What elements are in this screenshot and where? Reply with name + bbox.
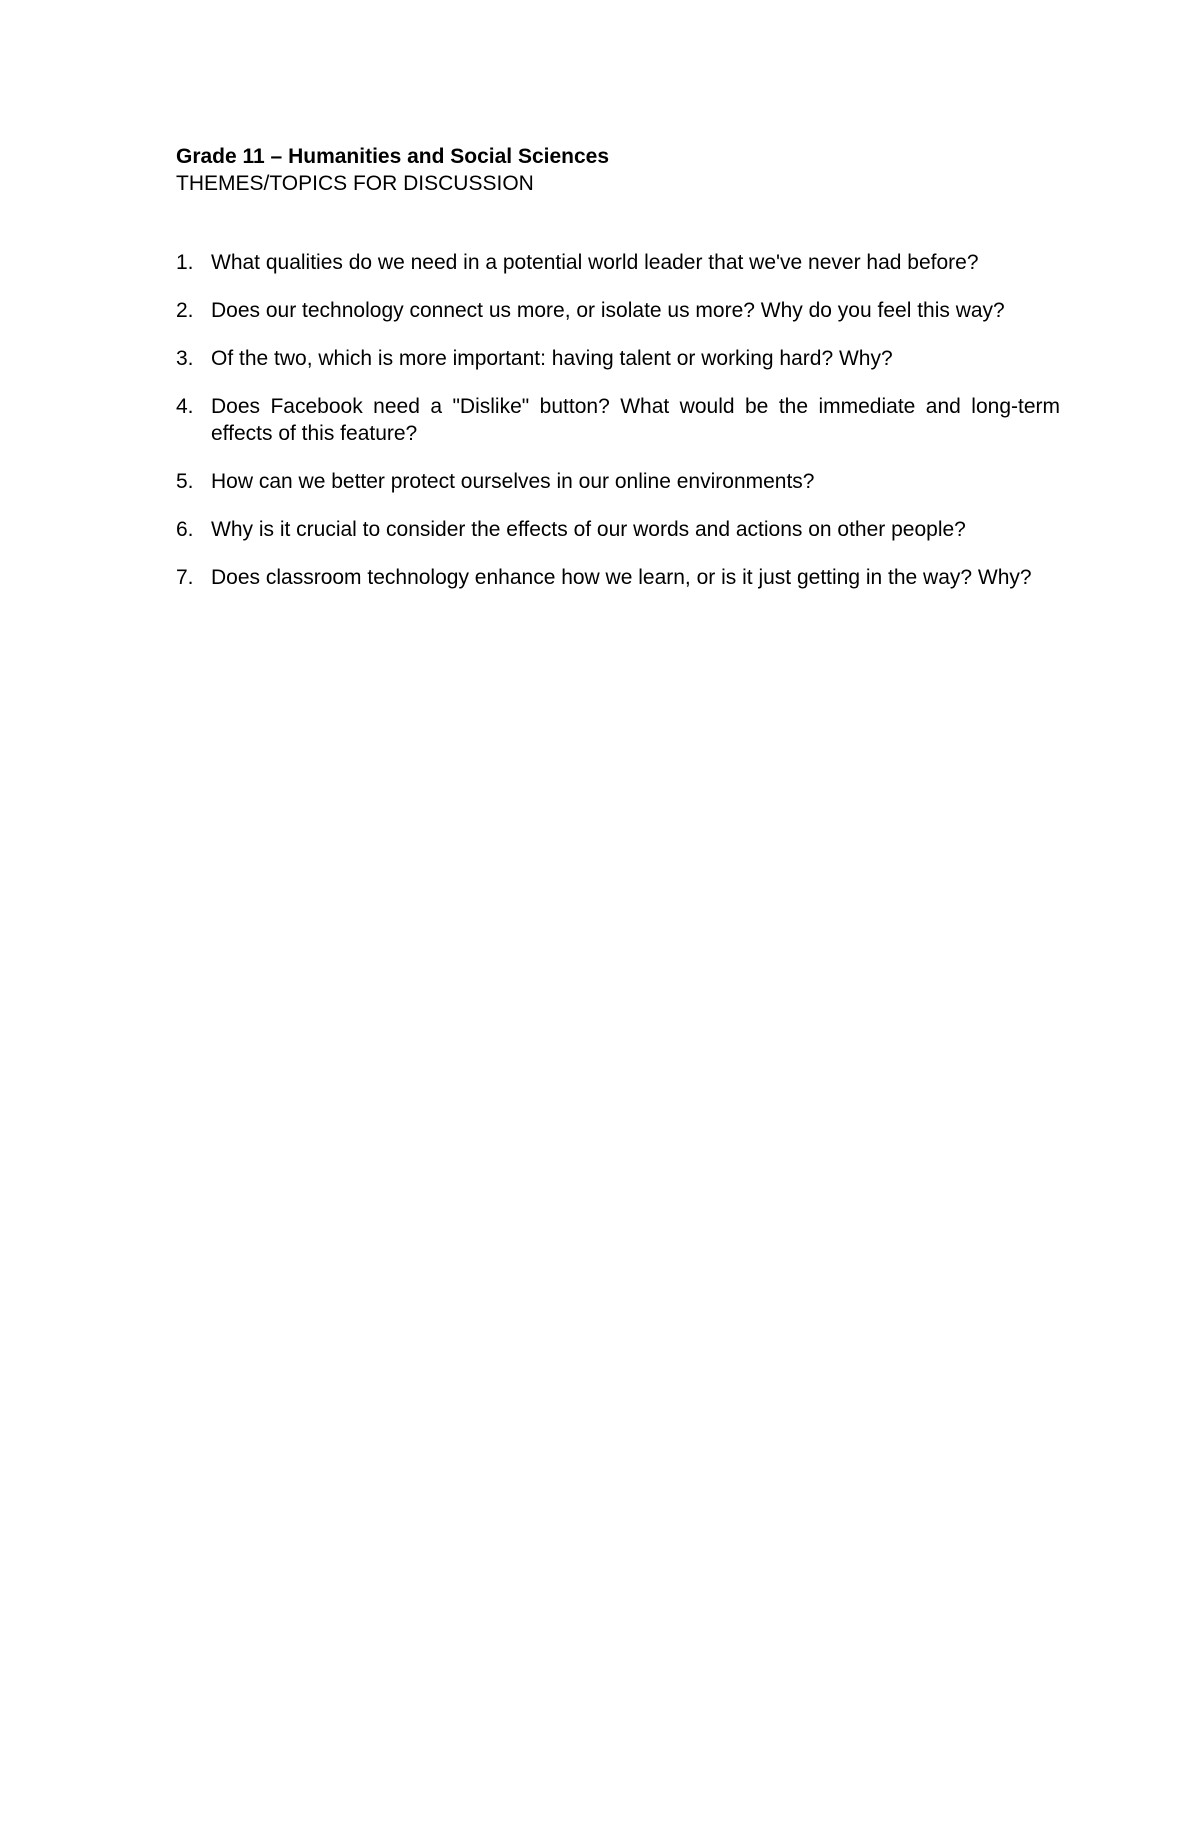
topic-number: 3.	[176, 347, 194, 370]
topic-item-7	[176, 564, 1060, 591]
topic-text: Of the two, which is more important: having talent or working hard? Why?	[211, 347, 893, 370]
document-subtitle: THEMES/TOPICS FOR DISCUSSION	[176, 172, 534, 195]
topic-number: 4.	[176, 395, 194, 418]
topic-text: How can we better protect ourselves in our online environments?	[211, 470, 815, 493]
topic-item-4	[176, 393, 1060, 447]
topic-text: Does Facebook need a "Dislike" button? What would be the immediate and long-term effects of this feature?	[211, 395, 1060, 445]
document-content	[176, 143, 1060, 612]
topic-text: What qualities do we need in a potential world leader that we've never had before?	[211, 251, 979, 274]
topic-number: 2.	[176, 299, 194, 322]
topic-number: 6.	[176, 518, 194, 541]
topic-item-6	[176, 516, 1060, 543]
topic-item-3	[176, 345, 1060, 372]
topic-item-1	[176, 249, 1060, 276]
topic-number: 7.	[176, 566, 194, 589]
topic-text: Does our technology connect us more, or isolate us more? Why do you feel this way?	[211, 299, 1005, 322]
topic-text: Why is it crucial to consider the effects of our words and actions on other people?	[211, 518, 966, 541]
topic-number: 1.	[176, 251, 194, 274]
topic-text: Does classroom technology enhance how we learn, or is it just getting in the way? Why?	[211, 566, 1032, 589]
topic-item-2	[176, 297, 1060, 324]
topic-list	[176, 249, 1060, 591]
topic-number: 5.	[176, 470, 194, 493]
topic-item-5	[176, 468, 1060, 495]
document-title: Grade 11 – Humanities and Social Sciences	[176, 145, 610, 168]
